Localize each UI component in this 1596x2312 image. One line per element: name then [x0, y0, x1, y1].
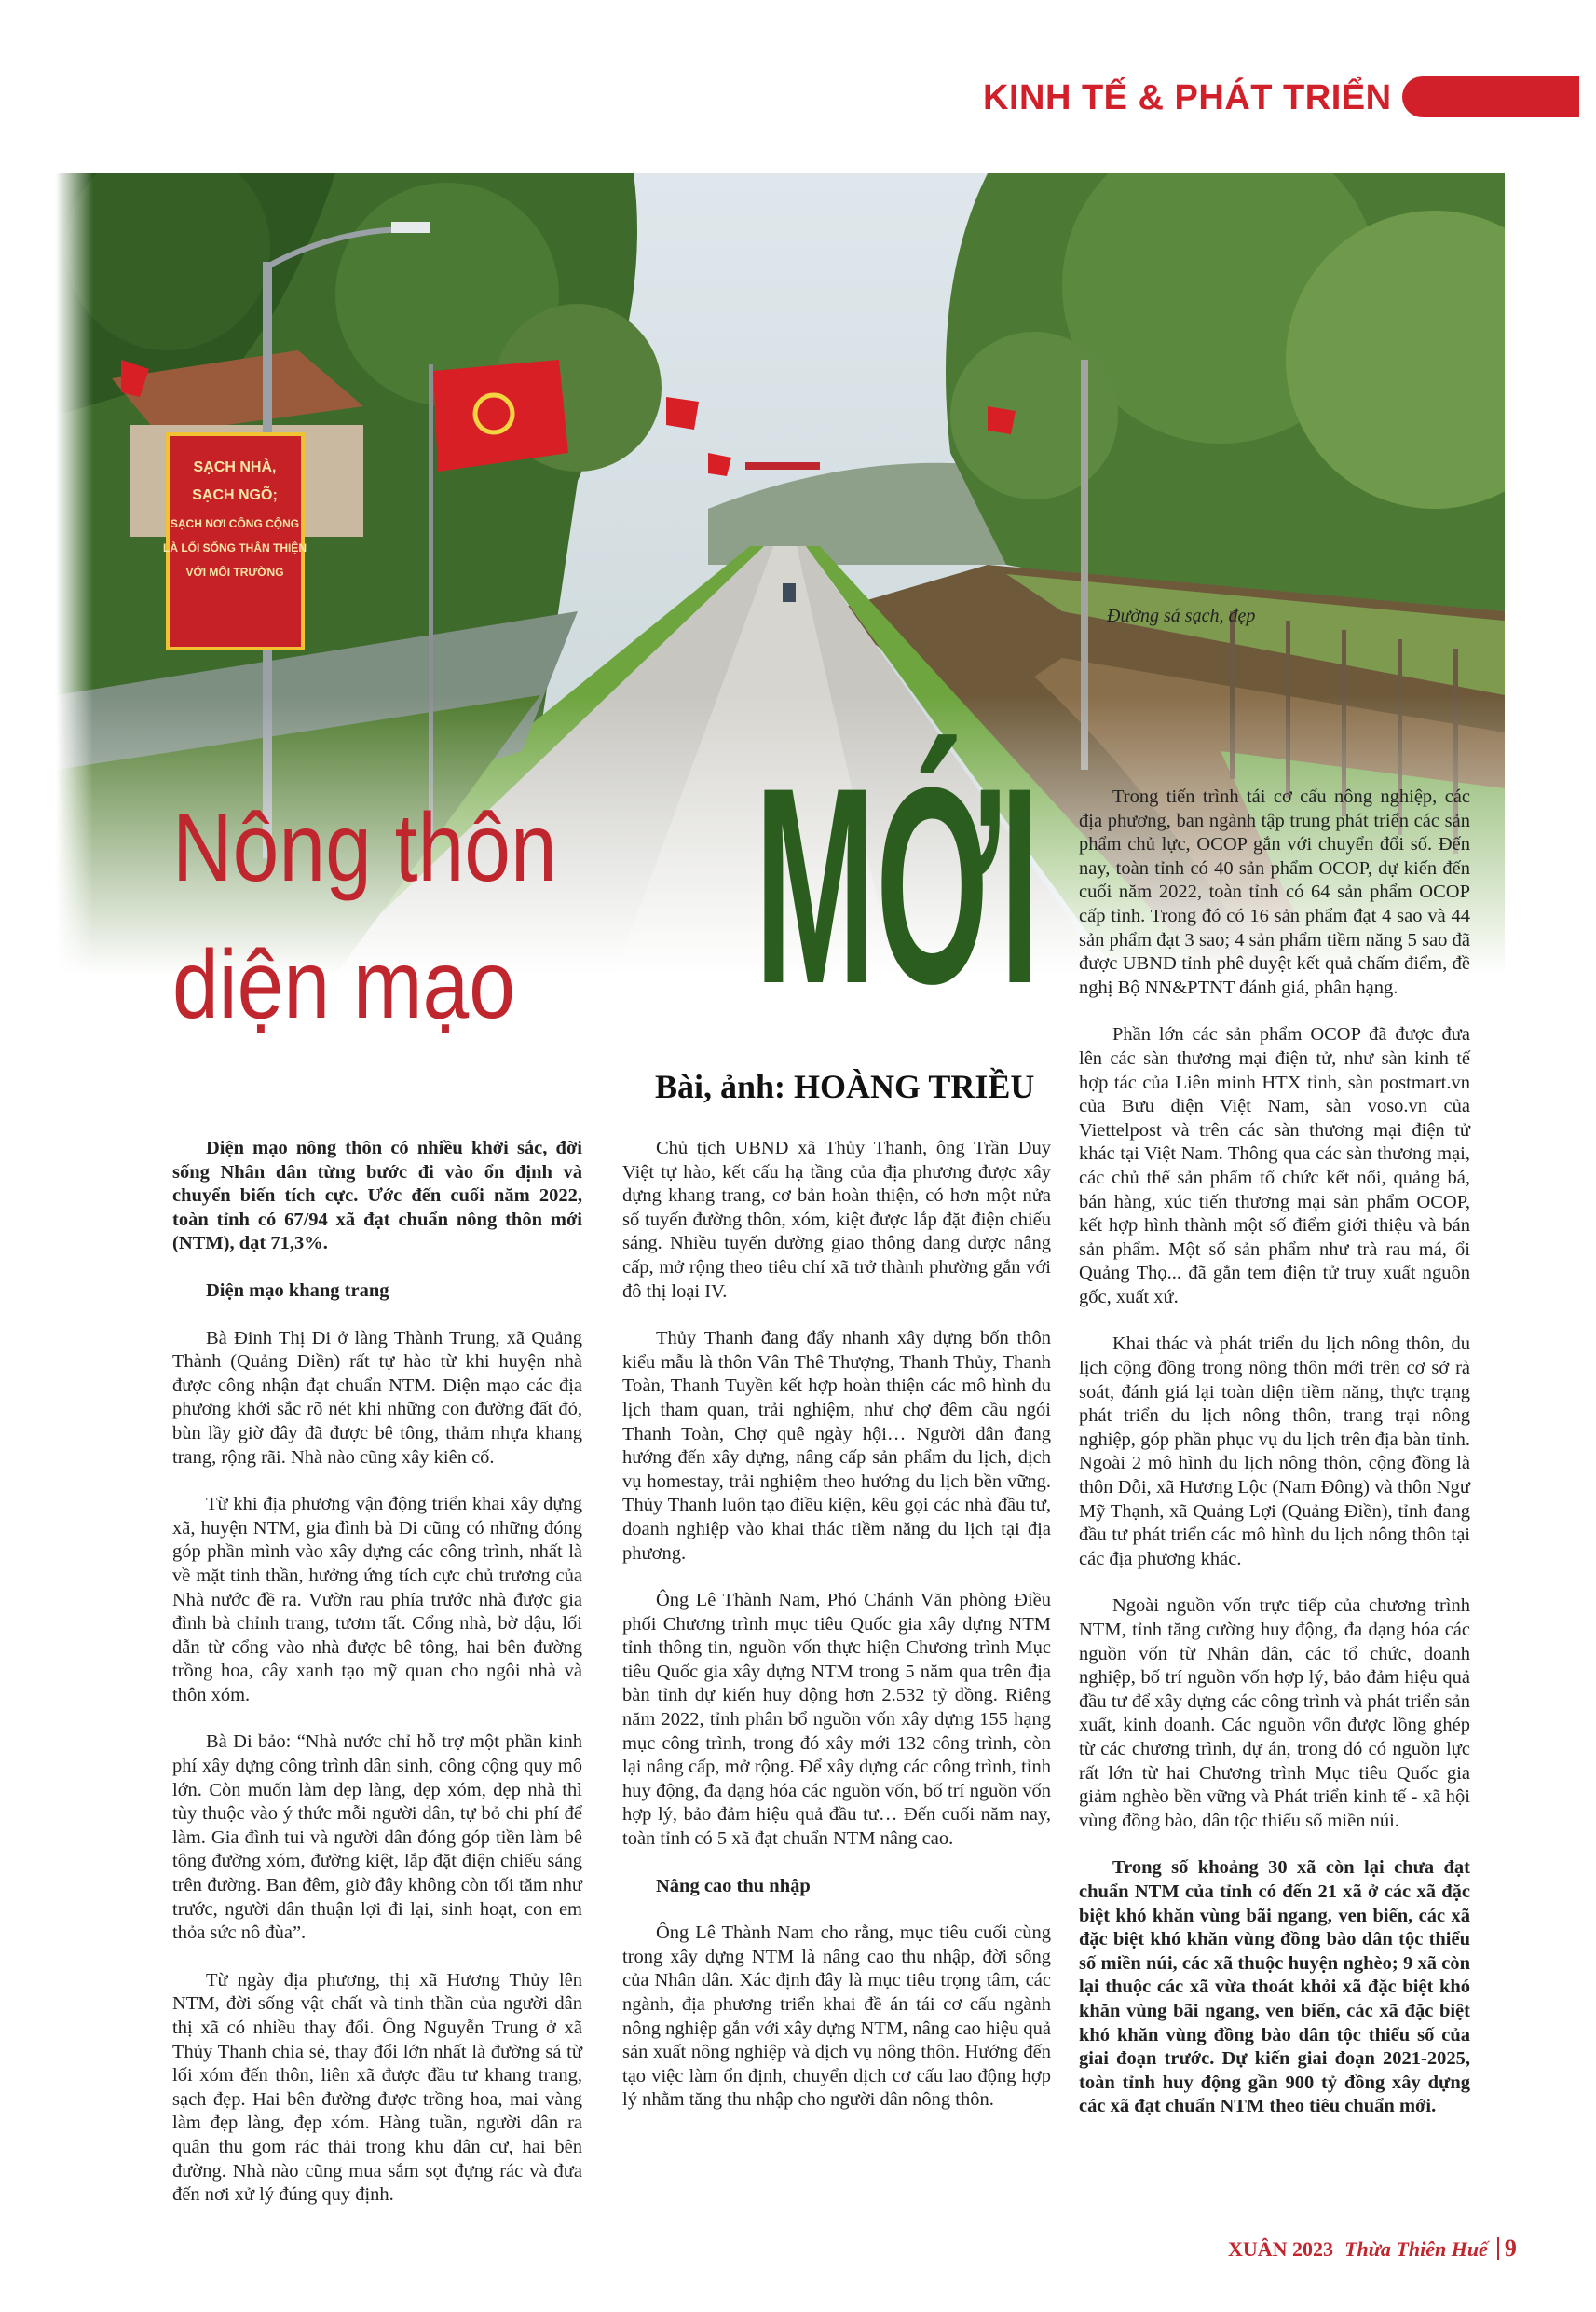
svg-text:LÀ LỐI SỐNG THÂN THIỆN: LÀ LỐI SỐNG THÂN THIỆN — [163, 541, 307, 554]
section-accent-bar — [1402, 76, 1579, 117]
issue-label: XUÂN 2023 — [1228, 2237, 1334, 2261]
paragraph: Bà Di bảo: “Nhà nước chỉ hỗ trợ một phần kinh phí xây dựng công trình dân sinh, công cộng quy mô lớn. Còn muốn làm đẹp làng, đẹp xóm, đẹp nhà thì tùy thuộc vào ý thức mỗi người dân, tự bỏ chi phí để làm. Gia đình tui và người dân đóng góp tiền làm bê tông đường xóm, đường kiệt, lắp đặt điện chiếu sáng trên đường. Ban đêm, giờ đây không còn tối tăm như trước, người dân thuận lợi đi lại, sinh hoạt, con em thỏa sức nô đùa”. — [172, 1731, 582, 1944]
subheading-dien-mao: Diện mạo khang trang — [206, 1279, 389, 1301]
paragraph: Bà Đinh Thị Di ở làng Thành Trung, xã Quảng Thành (Quảng Điền) rất tự hào từ khi huyện nhà được công nhận đạt chuẩn NTM. Diện mạo các địa phương khởi sắc rõ nét khi những con đường đất đỏ, bùn lầy giờ đây đã được bê tông, thảm nhựa khang trang, rộng rãi. Nhà nào cũng xây kiên cố. — [172, 1327, 582, 1468]
paragraph: Từ khi địa phương vận động triển khai xây dựng xã, huyện NTM, gia đình bà Di cũng có những đóng góp phần mình vào xây dựng các công trình, nhất là về mặt tinh thần, hưởng ứng tích cực chủ trương của Nhà nước đề ra. Vườn rau phía trước nhà được gia đình bà chỉnh trang, tươm tất. Cổng nhà, bờ dậu, lối dẫn từ cổng vào nhà được bê tông, hai bên đường trồng hoa, cây xanh tạo mỹ quan cho ngôi nhà và thôn xóm. — [172, 1494, 582, 1705]
paragraph: Phần lớn các sản phẩm OCOP đã được đưa lên các sàn thương mại điện tử, như sàn kinh tế hợp tác của Liên minh HTX tỉnh, sàn postmart.vn của Bưu điện Việt Nam, sàn voso.vn của Viettelpost và trên các sàn thương mại điện tử khác tại Việt Nam. Thông qua các sàn thương mại, các chủ thể sản phẩm tổ chức kết nối, quảng bá, bán hàng, xúc tiến thương mại sản phẩm OCOP, kết hợp hình thành một số điểm giới thiệu và bán sản phẩm. Một số sản phẩm như trà rau má, ổi Quảng Thọ... đã gắn tem điện tử truy xuất nguồn gốc, xuất xứ. — [1079, 1024, 1470, 1307]
lead-paragraph: Diện mạo nông thôn có nhiều khởi sắc, đời sống Nhân dân từng bước đi vào ổn định và chuyển biến tích cực. Ước đến cuối năm 2022, toàn tỉnh có 67/94 xã đạt chuẩn nông thôn mới (NTM), đạt 71,3%. — [172, 1138, 582, 1254]
svg-text:SẠCH NGÕ;: SẠCH NGÕ; — [192, 487, 278, 503]
footer-divider — [1497, 2237, 1499, 2260]
svg-text:VỚI MÔI TRƯỜNG: VỚI MÔI TRƯỜNG — [185, 566, 284, 579]
headline-line-2: diện mạo — [172, 931, 515, 1039]
closing-paragraph: Trong số khoảng 30 xã còn lại chưa đạt chuẩn NTM của tỉnh có đến 21 xã ở các xã đặc biệt khó khăn vùng bãi ngang, ven biển, các xã đặc biệt khó khăn vùng đồng bào dân tộc thiểu số miền núi, các xã thuộc huyện nghèo; 9 xã còn lại thuộc các xã vừa thoát khỏi xã đặc biệt khó khăn vùng bãi ngang, ven biển, các xã đặc biệt khó khăn vùng đồng bào dân tộc thiểu số của giai đoạn trước. Dự kiến giai đoạn 2021-2025, toàn tỉnh huy động gần 900 tỷ đồng xây dựng các xã đạt chuẩn NTM theo tiêu chuẩn mới. — [1079, 1857, 1470, 2117]
paragraph: Trong tiến trình tái cơ cấu nông nghiệp, các địa phương, ban ngành tập trung phát triển các sản phẩm chủ lực, OCOP gắn với chuyển đổi số. Đến nay, toàn tỉnh có 40 sản phẩm OCOP, dự kiến đến cuối năm 2022, toàn tỉnh có 64 sản phẩm OCOP cấp tỉnh. Trong đó có 16 sản phẩm đạt 4 sao và 44 sản phẩm đạt 3 sao; 4 sản phẩm tiềm năng 5 sao đã được UBND tỉnh phê duyệt kết quả chấm điểm, đề nghị Bộ NN&PTNT đánh giá, phân hạng. — [1079, 787, 1470, 998]
byline: Bài, ảnh: HOÀNG TRIỀU — [655, 1068, 1035, 1105]
section-heading: KINH TẾ & PHÁT TRIỂN — [983, 78, 1392, 117]
article-column-1 — [172, 1137, 582, 2231]
article-column-2 — [622, 1137, 1051, 2136]
svg-text:SẠCH NHÀ,: SẠCH NHÀ, — [193, 459, 277, 475]
paragraph: Thủy Thanh đang đẩy nhanh xây dựng bốn thôn kiểu mẫu là thôn Vân Thê Thượng, Thanh Thủy, Thanh Toàn, Thanh Tuyền kết hợp hoàn thiện các mô hình du lịch tham quan, trải nghiệm, như chợ đêm cầu ngói Thanh Toàn, Chợ quê ngày hội… Người dân đang hướng đến xây dựng, nâng cấp sản phẩm du lịch, dịch vụ homestay, trải nghiệm theo hướng du lịch bền vững. Thủy Thanh luôn tạo điều kiện, kêu gọi các nhà đầu tư, doanh nghiệp vào khai thác tiềm năng du lịch tại địa phương. — [622, 1328, 1051, 1564]
headline-big-word: MỚI — [755, 729, 1041, 1042]
svg-text:SẠCH NƠI CÔNG CỘNG: SẠCH NƠI CÔNG CỘNG — [170, 517, 300, 530]
article-column-3 — [1079, 786, 1470, 2142]
paragraph: Chủ tịch UBND xã Thủy Thanh, ông Trần Duy Việt tự hào, kết cấu hạ tầng của địa phương được xây dựng khang trang, cơ bản hoàn thiện, có hơn một nửa số tuyến đường thôn, xóm, kiệt được lắp đặt điện chiếu sáng. Nhiều tuyến đường giao thông đang được nâng cấp, mở rộng theo tiêu chí xã trở thành phường gắn với đô thị loại IV. — [622, 1138, 1051, 1302]
paragraph: Từ ngày địa phương, thị xã Hương Thủy lên NTM, đời sống vật chất và tinh thần của người dân thị xã có nhiều thay đổi. Ông Nguyễn Trung ở xã Thủy Thanh chia sẻ, thay đổi lớn nhất là đường sá từ lối xóm đến thôn, liên xã được đầu tư khang trang, sạch đẹp. Hai bên đường được trồng hoa, mai vàng làm đẹp làng, đẹp xóm. Hàng tuần, người dân ra quân thu gom rác thải trong khu dân cư, hai bên đường. Nhà nào cũng mua sắm sọt đựng rác và đưa đến nơi xử lý đúng quy định. — [172, 1969, 582, 2206]
headline-line-1: Nông thôn — [172, 794, 557, 902]
page-number: 9 — [1504, 2235, 1517, 2262]
paragraph: Ngoài nguồn vốn trực tiếp của chương trình NTM, tỉnh tăng cường huy động, đa dạng hóa các nguồn vốn từ Nhân dân, các tổ chức, doanh nghiệp, bố trí nguồn vốn hợp lý, bảo đảm hiệu quả đầu tư để xây dựng các công trình và phát triển sản xuất, kinh doanh. Các nguồn vốn được lồng ghép từ các chương trình, dự án, trong đó có nguồn lực rất lớn từ hai Chương trình Mục tiêu Quốc gia giảm nghèo bền vững và Phát triển kinh tế - xã hội vùng đồng bào, dân tộc thiểu số miền núi. — [1079, 1595, 1470, 1831]
paragraph: Khai thác và phát triển du lịch nông thôn, du lịch cộng đồng trong nông thôn mới trên cơ sở rà soát, đánh giá lại toàn diện tiềm năng, thực trạng phát triển du lịch nông thôn, trang trại nông nghiệp, góp phần phục vụ du lịch trên địa bàn tỉnh. Ngoài 2 mô hình du lịch nông thôn, cộng đồng là thôn Dỗi, xã Hương Lộc (Nam Đông) và thôn Ngư Mỹ Thạnh, xã Quảng Lợi (Quảng Điền), tỉnh đang đầu tư phát triển các mô hình du lịch nông thôn tại các địa phương khác. — [1079, 1334, 1470, 1569]
page-footer — [1228, 2235, 1517, 2263]
paragraph: Ông Lê Thành Nam, Phó Chánh Văn phòng Điều phối Chương trình mục tiêu Quốc gia xây dựng NTM tỉnh thông tin, nguồn vốn thực hiện Chương trình Mục tiêu Quốc gia xây dựng NTM trong 5 năm qua trên địa bàn tỉnh dự kiến huy động hơn 2.532 tỷ đồng. Riêng năm 2022, tỉnh phân bổ nguồn vốn xây dựng 155 hạng mục công trình, trong đó xây mới 132 công trình, còn lại nâng cấp, mở rộng. Để xây dựng các công trình, tỉnh huy động, đa dạng hóa các nguồn vốn, bố trí nguồn vốn hợp lý, bảo đảm hiệu quả đầu tư… Đến cuối năm nay, toàn tỉnh có 5 xã đạt chuẩn NTM nâng cao. — [622, 1590, 1051, 1850]
paragraph: Ông Lê Thành Nam cho rằng, mục tiêu cuối cùng trong xây dựng NTM là nâng cao thu nhập, đời sống của Nhân dân. Xác định đây là mục tiêu trọng tâm, các ngành, địa phương triển khai đề án tái cơ cấu ngành nông nghiệp gắn với xây dựng NTM, nâng cao hiệu quả sản xuất nông nghiệp và dịch vụ nông thôn. Hướng đến tạo việc làm ổn định, chuyển dịch cơ cấu lao động hợp lý nhằm tăng thu nhập cho người dân nông thôn. — [622, 1922, 1051, 2111]
publication-name: Thừa Thiên Huế — [1344, 2237, 1488, 2261]
photo-caption: Đường sá sạch, đẹp — [1107, 606, 1256, 626]
subheading-thu-nhap: Nâng cao thu nhập — [656, 1875, 811, 1896]
